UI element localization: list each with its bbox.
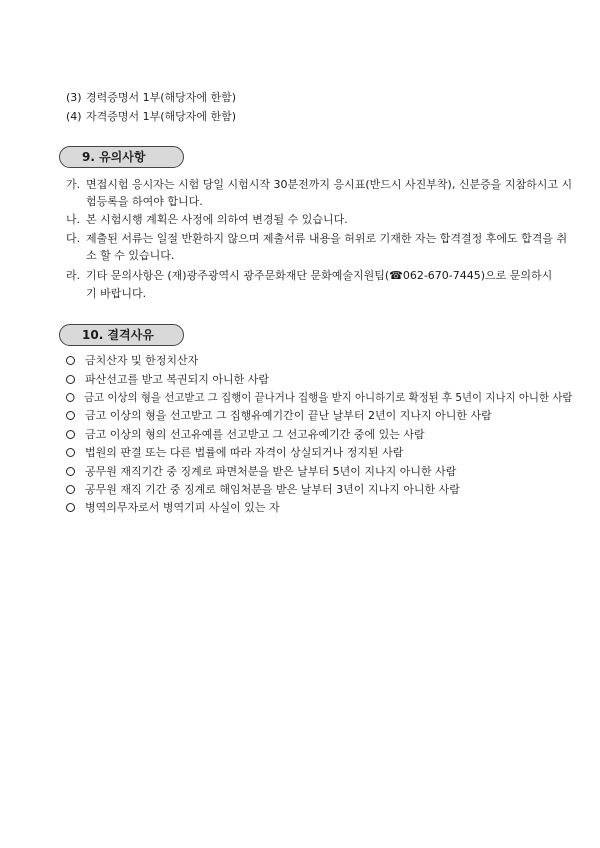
notice-item-ra [66,269,552,283]
disqualification-item [66,501,280,515]
circle-bullet-icon [66,485,75,494]
disqualification-text: 금치산자 및 한정치산자 [85,354,199,367]
disqualification-text: 공무원 재직기간 중 징계로 파면처분을 받은 날부터 5년이 지나지 아니한 사람 [85,465,457,478]
notice-item-da [66,232,567,246]
notice-item-ga-cont [86,195,203,209]
section-10-heading [59,324,184,346]
disqualification-item [66,483,460,497]
disqualification-item [66,354,198,368]
disqualification-text: 공무원 재직 기간 중 징계로 해임처분을 받은 날부터 3년이 지나지 아니한 사람 [85,483,460,496]
circle-bullet-icon [66,375,75,384]
disqualification-text: 파산선고를 받고 복권되지 아니한 사람 [85,373,270,386]
doc-item-marker: (4) [66,110,82,123]
notice-text-cont: 험등록을 하여야 합니다. [86,195,203,208]
notice-item-ra-cont [86,287,146,301]
doc-item-4 [66,110,236,124]
disqualification-text: 금고 이상의 형의 선고유예를 선고받고 그 선고유예기간 중에 있는 사람 [85,428,425,441]
disqualification-item [66,465,456,479]
notice-item-da-cont [86,249,174,263]
circle-bullet-icon [66,448,75,457]
disqualification-item [66,391,572,405]
circle-bullet-icon [66,411,75,420]
disqualification-item [66,373,269,387]
circle-bullet-icon [66,503,75,512]
doc-item-3 [66,91,236,105]
circle-bullet-icon [66,467,75,476]
notice-marker: 라. [66,269,81,282]
doc-item-marker: (3) [66,91,82,104]
disqualification-item [66,428,425,442]
disqualification-text: 병역의무자로서 병역기피 사실이 있는 자 [85,501,280,514]
notice-text: 본 시험시행 계획은 사정에 의하여 변경될 수 있습니다. [86,213,348,226]
disqualification-text: 금고 이상의 형을 선고받고 그 집행유예기간이 끝난 날부터 2년이 지나지 아니한 사람 [85,409,492,422]
circle-bullet-icon [66,356,75,365]
notice-item-na [66,213,348,227]
section-9-title: 9. 유의사항 [82,150,146,164]
disqualification-item [66,409,492,423]
notice-item-ga [66,178,572,192]
circle-bullet-icon [66,393,75,402]
doc-item-text: 경력증명서 1부(해당자에 한함) [86,91,237,104]
doc-item-text: 자격증명서 1부(해당자에 한함) [86,110,237,123]
notice-text: 제출된 서류는 일절 반환하지 않으며 제출서류 내용을 허위로 기재한 자는 합격결정 후에도 합격을 취 [86,232,568,245]
notice-text: 면접시험 응시자는 시험 당일 시험시작 30분전까지 응시표(반드시 사진부착), 신분증을 지참하시고 시 [86,178,573,191]
disqualification-text: 금고 이상의 형을 선고받고 그 집행이 끝나거나 집행을 받지 아니하기로 확정된 후 5년이 지나지 아니한 사람 [83,391,573,404]
notice-marker: 다. [66,232,81,245]
disqualification-item [66,446,403,460]
section-9-heading [59,146,184,168]
notice-text-cont: 기 바랍니다. [86,287,147,300]
notice-marker: 가. [66,178,81,191]
circle-bullet-icon [66,430,75,439]
notice-text: 기타 문의사항은 (재)광주광역시 광주문화재단 문화예술지원팀(☎062-670-7445)으로 문의하시 [86,269,553,282]
section-10-title: 10. 결격사유 [82,328,154,342]
notice-marker: 나. [66,213,81,226]
disqualification-text: 법원의 판결 또는 다른 법률에 따라 자격이 상실되거나 정지된 사람 [85,446,404,459]
notice-text-cont: 소 할 수 있습니다. [86,249,175,262]
